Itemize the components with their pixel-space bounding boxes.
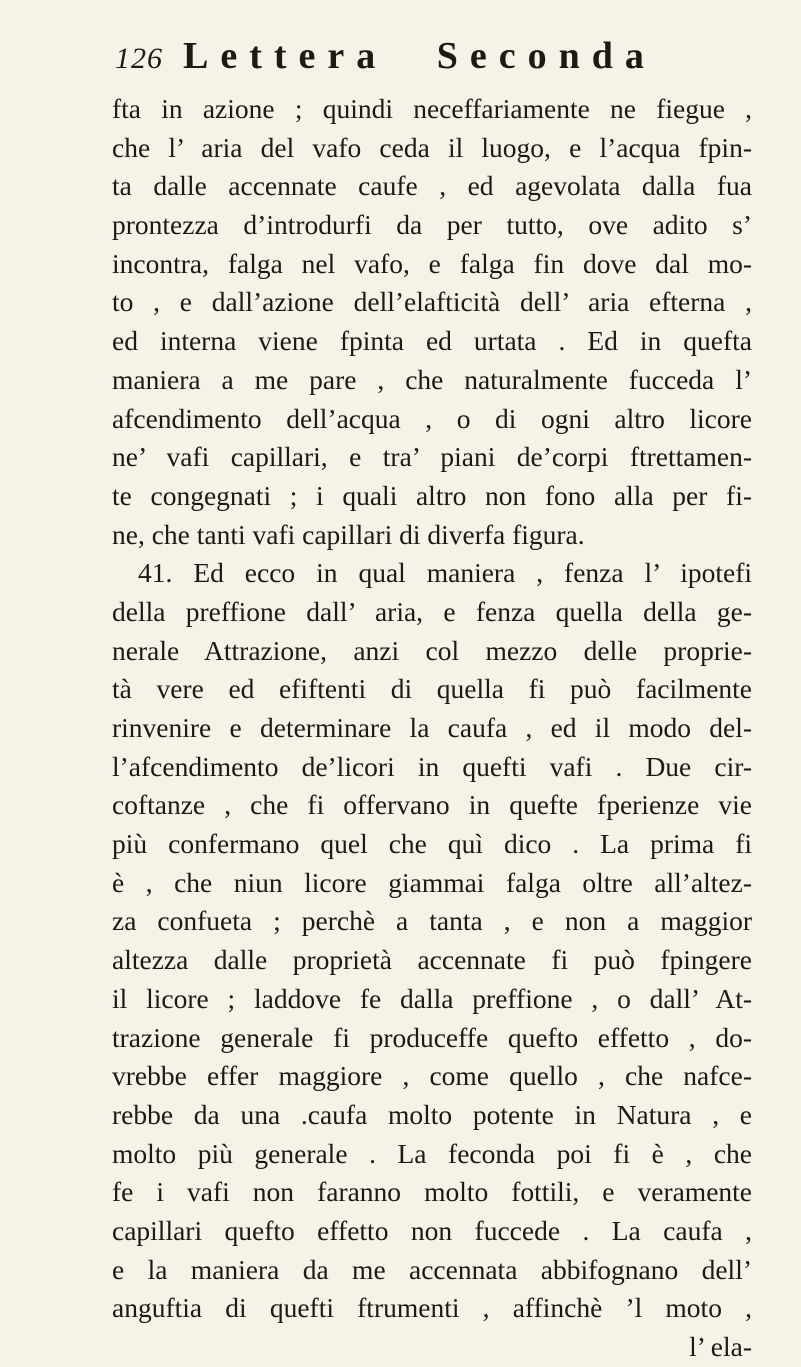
text-line: ne, che tanti vafi capillari di diverfa figura.	[112, 518, 585, 550]
page-number: 126	[115, 42, 163, 75]
text-line: incontra, falga nel vafo, e falga fin dove dal mo-	[112, 247, 752, 279]
text-line: altezza dalle proprietà accennate fi può fpingere	[112, 944, 752, 976]
text-line: ne’ vafi capillari, e tra’ piani de’corpi ftrettamen-	[112, 441, 752, 473]
text-line: tà vere ed efiftenti di quella fi può facilmente	[112, 673, 752, 705]
running-head	[115, 34, 755, 84]
text-line: fe i vafi non faranno molto fottili, e veramente	[112, 1176, 752, 1208]
text-line: coftanze , che fi offervano in quefte fperienze vie	[112, 789, 752, 821]
paragraph-start-line: 41. Ed ecco in qual maniera , fenza l’ ipotefi	[138, 557, 752, 589]
text-line: ed interna viene fpinta ed urtata . Ed in quefta	[112, 325, 752, 357]
text-line: molto più generale . La feconda poi fi è , che	[112, 1137, 752, 1169]
text-line: rinvenire e determinare la caufa , ed il modo del-	[112, 712, 752, 743]
text-line: afcendimento dell’acqua , o di ogni altro licore	[112, 402, 752, 434]
running-title	[183, 34, 684, 78]
text-line: za confueta ; perchè a tanta , e non a maggior	[112, 905, 752, 937]
text-line: trazione generale fi produceffe quefto effetto , do-	[112, 1021, 752, 1053]
running-title-word-1: Lettera	[183, 35, 388, 77]
text-line: che l’ aria del vafo ceda il luogo, e l’acqua fpin-	[112, 131, 752, 163]
text-line: della preffione dall’ aria, e fenza quella della ge-	[112, 595, 752, 627]
text-line: anguftia di quefti ftrumenti , affinchè ’l moto ,	[112, 1292, 752, 1324]
catchword: l’ ela-	[689, 1331, 752, 1362]
text-line: capillari quefto effetto non fuccede . La caufa ,	[112, 1214, 752, 1246]
text-line: l’afcendimento de’licori in quefti vafi . Due cir-	[112, 750, 752, 782]
text-line: prontezza d’introdurfi da per tutto, ove adito s’	[112, 209, 752, 241]
text-line: il licore ; laddove fe dalla preffione , o dall’ At-	[112, 982, 752, 1014]
text-line: è , che niun licore giammai falga oltre all’altez-	[112, 866, 752, 898]
text-line: vrebbe effer maggiore , come quello , che nafce-	[112, 1060, 752, 1092]
text-line: e la maniera da me accennata abbifognano dell’	[112, 1253, 752, 1285]
body-text	[112, 90, 752, 1367]
text-line: te congegnati ; i quali altro non fono alla per fi-	[112, 479, 752, 511]
text-line: fta in azione ; quindi neceffariamente ne fiegue ,	[112, 93, 752, 124]
text-line: ta dalle accennate caufe , ed agevolata dalla fua	[112, 170, 752, 202]
text-line: più confermano quel che quì dico . La prima fi	[112, 828, 752, 860]
running-title-word-2: Seconda	[436, 35, 656, 77]
text-line: nerale Attrazione, anzi col mezzo delle proprie-	[112, 634, 752, 666]
text-line: maniera a me pare , che naturalmente fucceda l’	[112, 363, 752, 395]
text-line: rebbe da una .caufa molto potente in Natura , e	[112, 1098, 752, 1130]
text-line: to , e dall’azione dell’elafticità dell’ aria efterna ,	[112, 286, 752, 318]
